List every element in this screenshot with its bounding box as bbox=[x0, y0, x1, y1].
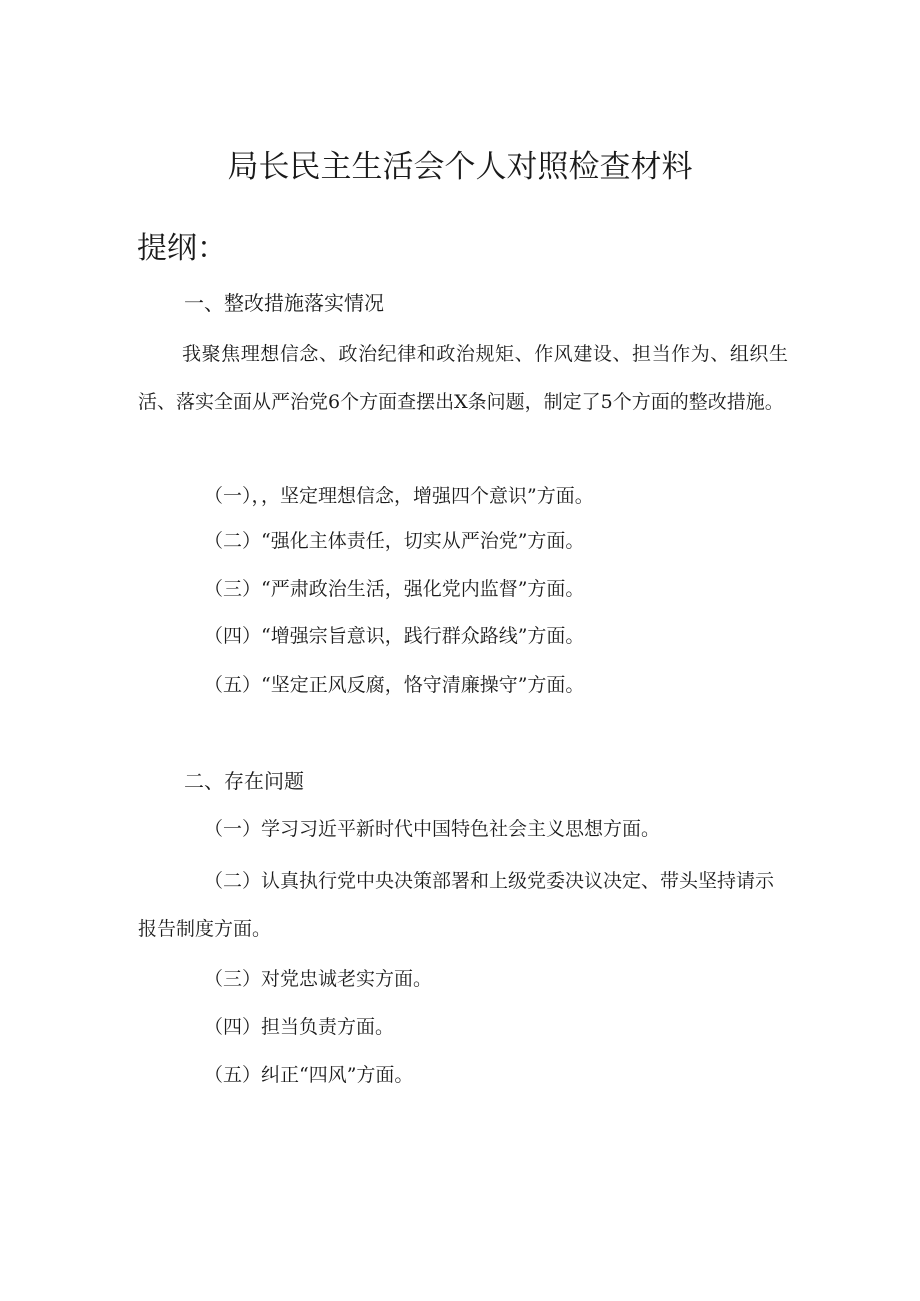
section-1-item-4: （四）“增强宗旨意识，践行群众路线”方面。 bbox=[204, 625, 585, 647]
section-1-paragraph: 我聚焦理想信念、政治纪律和政治规矩、作风建设、担当作为、组织生活、落实全面从严治党6个方面查摆出X条问题，制定了5个方面的整改措施。 bbox=[138, 343, 788, 413]
document-title: 局长民主生活会个人对照检查材料 bbox=[227, 149, 693, 185]
section-1-item-5: （五）“坚定正风反腐，恪守清廉操守”方面。 bbox=[204, 674, 585, 696]
section-1-heading: 一、整改措施落实情况 bbox=[184, 291, 384, 315]
section-2-item-1: （一）学习习近平新时代中国特色社会主义思想方面。 bbox=[204, 818, 661, 840]
section-1-item-3: （三）“严肃政治生活，强化党内监督”方面。 bbox=[204, 578, 585, 600]
section-2-item-4: （四）担当负责方面。 bbox=[204, 1016, 395, 1038]
section-2-item-2: （二）认真执行党中央决策部署和上级党委决议决定、带头坚持请示报告制度方面。 bbox=[138, 870, 775, 940]
section-1-item-1: （一），，坚定理想信念，增强四个意识”方面。 bbox=[204, 485, 594, 507]
section-1-item-2: （二）“强化主体责任，切实从严治党”方面。 bbox=[204, 530, 585, 552]
section-2-heading: 二、存在问题 bbox=[184, 769, 304, 793]
outline-label: 提纲： bbox=[137, 231, 227, 266]
section-2-item-3: （三）对党忠诚老实方面。 bbox=[204, 968, 433, 990]
section-2-item-5: （五）纠正“四风”方面。 bbox=[204, 1064, 414, 1086]
